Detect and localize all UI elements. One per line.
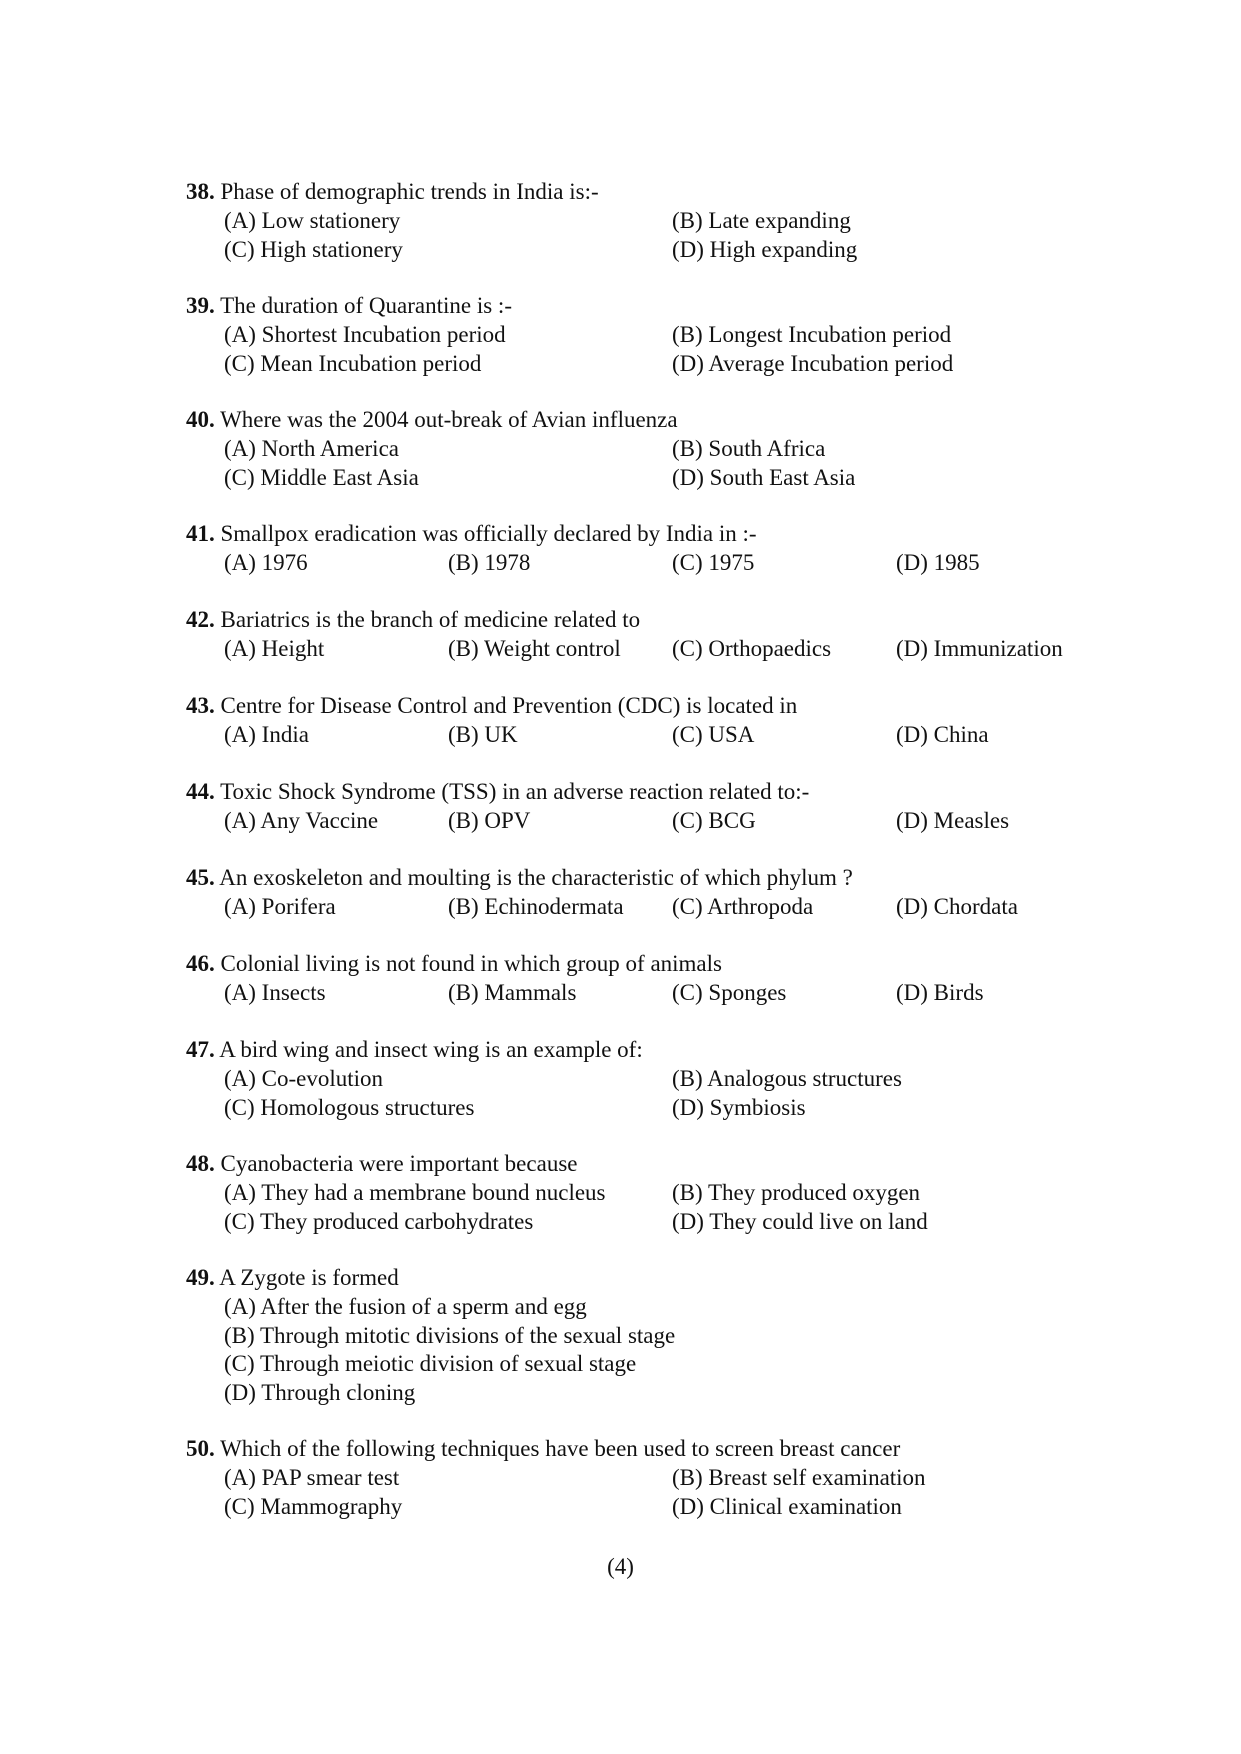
option-a: (A) Co-evolution bbox=[224, 1066, 384, 1091]
option-a: (A) Height bbox=[224, 636, 325, 661]
option-a: (A) PAP smear test bbox=[224, 1465, 400, 1490]
question-number: 41. bbox=[186, 521, 215, 546]
question-text: A Zygote is formed bbox=[219, 1265, 399, 1290]
option-b: (B) Longest Incubation period bbox=[672, 322, 952, 347]
option-d: (D) Measles bbox=[896, 808, 1010, 833]
option-b: (B) Analogous structures bbox=[672, 1066, 902, 1091]
option-d: (D) Symbiosis bbox=[672, 1094, 806, 1120]
question-text: Phase of demographic trends in India is:- bbox=[220, 179, 599, 204]
option-c: (C) Arthropoda bbox=[672, 894, 814, 919]
option-a: (A) Insects bbox=[224, 980, 326, 1005]
option-d: (D) They could live on land bbox=[672, 1208, 928, 1234]
question-text: Which of the following techniques have been used to screen breast cancer bbox=[220, 1436, 901, 1461]
option-d: (D) Chordata bbox=[896, 894, 1018, 919]
option-d: (D) Clinical examination bbox=[672, 1493, 902, 1519]
option-d: (D) Immunization bbox=[896, 636, 1063, 661]
option-b: (B) 1978 bbox=[448, 550, 531, 575]
option-c: (C) Homologous structures bbox=[224, 1094, 475, 1120]
question-number: 42. bbox=[186, 607, 215, 632]
question-42 bbox=[186, 606, 1186, 664]
question-39 bbox=[186, 292, 1186, 378]
option-d: (D) Through cloning bbox=[224, 1379, 416, 1405]
question-number: 38. bbox=[186, 179, 215, 204]
option-d: (D) South East Asia bbox=[672, 464, 856, 490]
option-d: (D) 1985 bbox=[896, 550, 980, 575]
option-c: (C) Orthopaedics bbox=[672, 636, 832, 661]
question-number: 49. bbox=[186, 1265, 215, 1290]
option-b: (B) Through mitotic divisions of the sexual stage bbox=[224, 1322, 676, 1348]
option-b: (B) UK bbox=[448, 722, 518, 747]
option-a: (A) 1976 bbox=[224, 550, 308, 575]
option-c: (C) BCG bbox=[672, 808, 756, 833]
question-number: 50. bbox=[186, 1436, 215, 1461]
question-number: 43. bbox=[186, 693, 215, 718]
question-46 bbox=[186, 950, 1186, 1008]
option-c: (C) Sponges bbox=[672, 980, 787, 1005]
option-c: (C) USA bbox=[672, 722, 755, 747]
question-number: 40. bbox=[186, 407, 215, 432]
option-b: (B) South Africa bbox=[672, 436, 826, 461]
option-b: (B) Mammals bbox=[448, 980, 577, 1005]
question-text: An exoskeleton and moulting is the characteristic of which phylum ? bbox=[219, 865, 853, 890]
question-50 bbox=[186, 1435, 1186, 1521]
option-b: (B) OPV bbox=[448, 808, 531, 833]
question-text: The duration of Quarantine is :- bbox=[220, 293, 512, 318]
option-b: (B) Breast self examination bbox=[672, 1465, 926, 1490]
question-41 bbox=[186, 520, 1186, 578]
option-d: (D) Average Incubation period bbox=[672, 350, 954, 376]
option-a: (A) They had a membrane bound nucleus bbox=[224, 1180, 606, 1205]
question-text: Centre for Disease Control and Prevention (CDC) is located in bbox=[220, 693, 798, 718]
page-number: (4) bbox=[607, 1554, 634, 1579]
option-c: (C) Middle East Asia bbox=[224, 464, 419, 490]
option-b: (B) Echinodermata bbox=[448, 894, 624, 919]
question-43 bbox=[186, 692, 1186, 750]
question-text: Colonial living is not found in which group of animals bbox=[220, 951, 722, 976]
question-number: 39. bbox=[186, 293, 215, 318]
question-text: Cyanobacteria were important because bbox=[220, 1151, 578, 1176]
option-c: (C) They produced carbohydrates bbox=[224, 1208, 534, 1234]
option-a: (A) Shortest Incubation period bbox=[224, 322, 506, 347]
question-number: 47. bbox=[186, 1037, 215, 1062]
option-a: (A) After the fusion of a sperm and egg bbox=[224, 1294, 587, 1319]
option-a: (A) Low stationery bbox=[224, 208, 401, 233]
question-40 bbox=[186, 406, 1186, 492]
option-a: (A) Any Vaccine bbox=[224, 808, 379, 833]
option-b: (B) Late expanding bbox=[672, 208, 851, 233]
option-c: (C) Through meiotic division of sexual stage bbox=[224, 1351, 637, 1376]
option-a: (A) India bbox=[224, 722, 309, 747]
question-38 bbox=[186, 178, 1186, 264]
question-number: 45. bbox=[186, 865, 215, 890]
option-b: (B) They produced oxygen bbox=[672, 1180, 921, 1205]
question-text: Smallpox eradication was officially declared by India in :- bbox=[220, 521, 757, 546]
option-b: (B) Weight control bbox=[448, 636, 621, 661]
option-d: (D) China bbox=[896, 722, 989, 747]
option-c: (C) 1975 bbox=[672, 550, 755, 575]
question-text: A bird wing and insect wing is an example of: bbox=[219, 1037, 643, 1062]
option-c: (C) Mean Incubation period bbox=[224, 350, 482, 376]
question-49 bbox=[186, 1264, 1186, 1407]
question-text: Bariatrics is the branch of medicine related to bbox=[220, 607, 641, 632]
option-d: (D) Birds bbox=[896, 980, 984, 1005]
question-number: 44. bbox=[186, 779, 215, 804]
option-a: (A) Porifera bbox=[224, 894, 336, 919]
question-number: 48. bbox=[186, 1151, 215, 1176]
question-45 bbox=[186, 864, 1186, 922]
question-text: Toxic Shock Syndrome (TSS) in an adverse reaction related to:- bbox=[220, 779, 810, 804]
option-a: (A) North America bbox=[224, 436, 399, 461]
question-44 bbox=[186, 778, 1186, 836]
option-c: (C) High stationery bbox=[224, 236, 403, 262]
question-48 bbox=[186, 1150, 1186, 1236]
question-number: 46. bbox=[186, 951, 215, 976]
option-c: (C) Mammography bbox=[224, 1493, 403, 1519]
question-47 bbox=[186, 1036, 1186, 1122]
question-text: Where was the 2004 out-break of Avian influenza bbox=[220, 407, 678, 432]
option-d: (D) High expanding bbox=[672, 236, 858, 262]
